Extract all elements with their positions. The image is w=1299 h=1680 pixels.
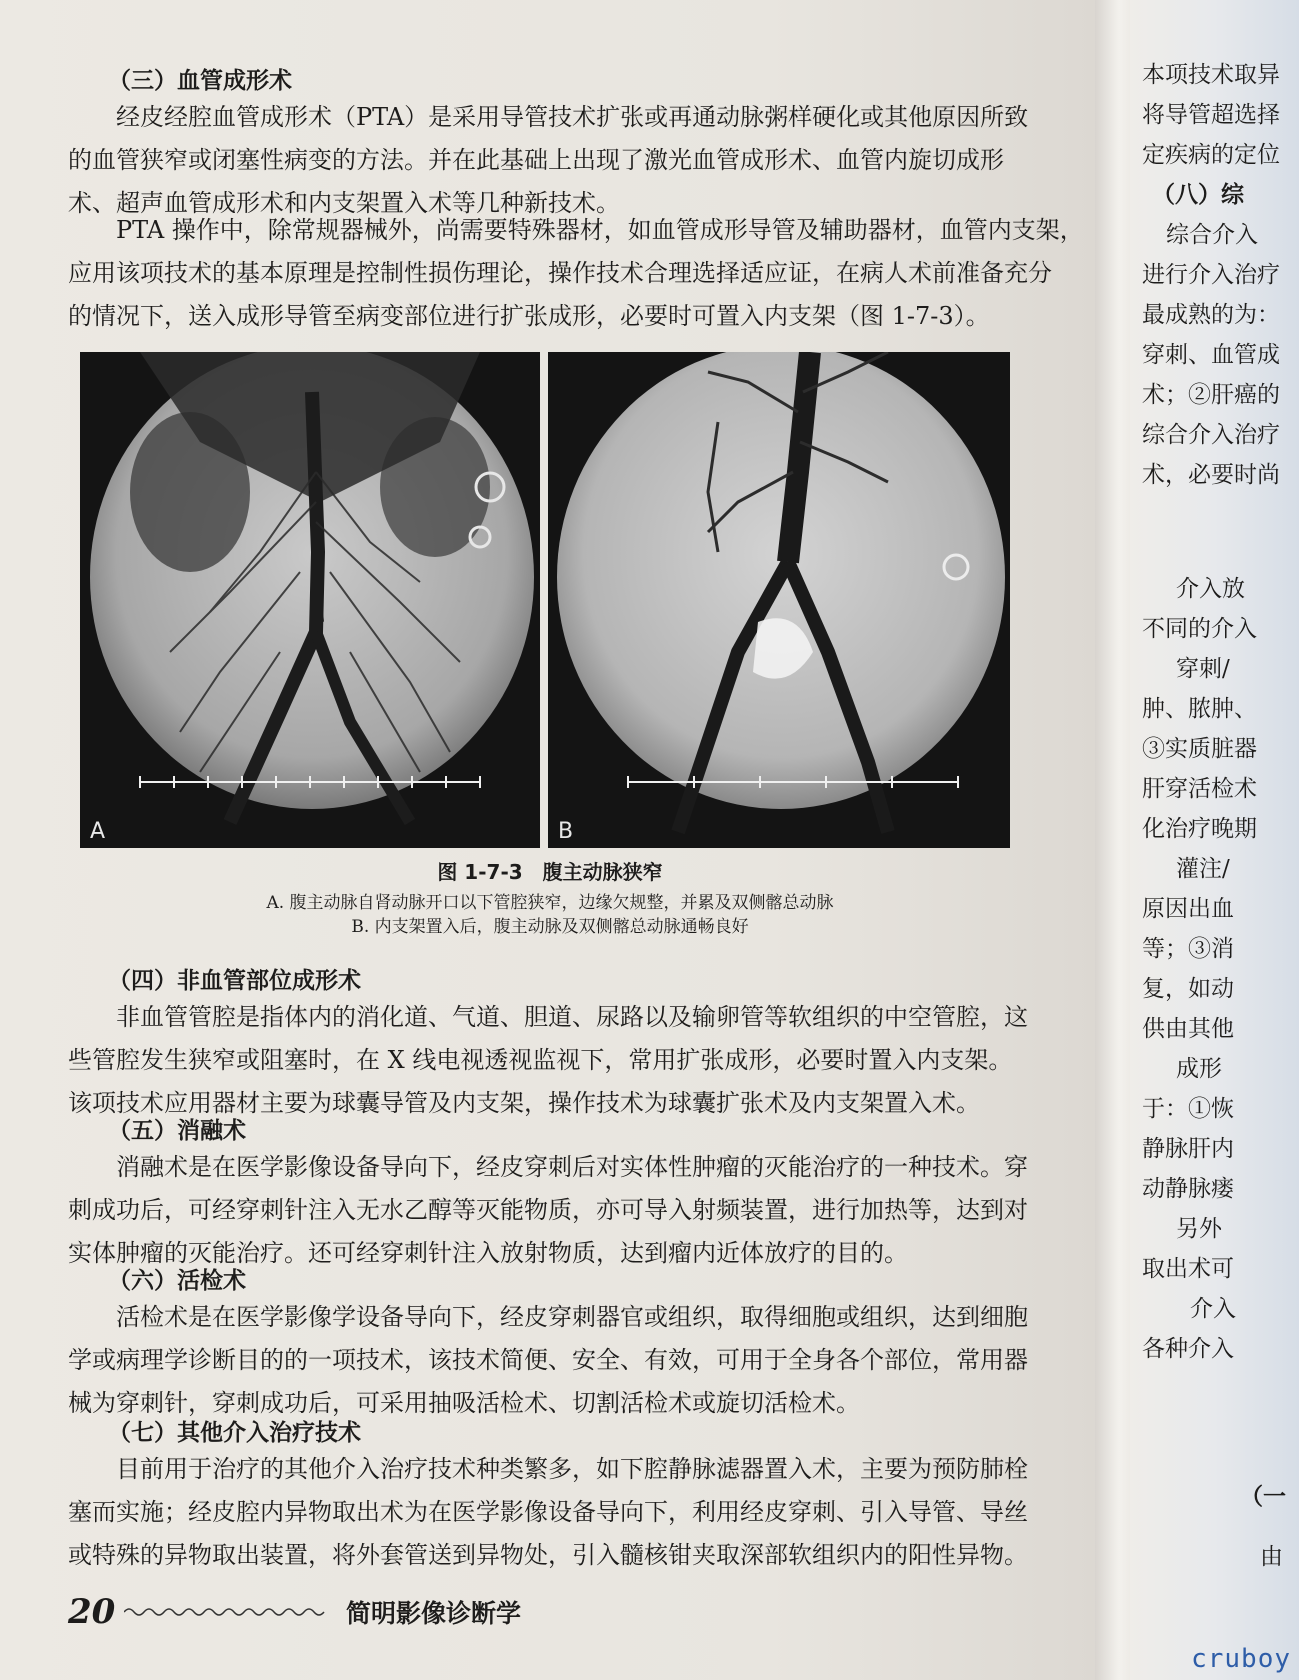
right-line: 介入放 (1176, 576, 1245, 602)
paragraph-biopsy: 活检术是在医学影像学设备导向下，经皮穿刺器官或组织，取得细胞或组织，达到细胞 学或病理学诊断目的的一项技术，该技术简便、安全、有效，可用于全身各个部位，常用器 械为穿刺针，穿刺成功后，可采用抽吸活检术、切割活检术或旋切活检术。 (68, 1303, 1028, 1417)
right-line: 综合介入 (1166, 222, 1258, 248)
right-line: 介入 (1190, 1296, 1236, 1322)
heading-other: （七）其他介入治疗技术 (108, 1420, 361, 1446)
paragraph-pta-1: 经皮经腔血管成形术（PTA）是采用导管技术扩张或再通动脉粥样硬化或其他原因所致 的血管狭窄或闭塞性病变的方法。并在此基础上出现了激光血管成形术、血管内旋切成形 术、超声血管成形术和内支架置入术等几种新技术。 (68, 103, 1029, 217)
book-title: 简明影像诊断学 (346, 1599, 522, 1628)
page-number: 20 (68, 1592, 116, 1632)
figure-caption-a: A. 腹主动脉自肾动脉开口以下管腔狭窄，边缘欠规整，并累及双侧髂总动脉 (266, 893, 834, 913)
right-line: 定疾病的定位 (1142, 142, 1280, 168)
right-line: 将导管超选择 (1142, 102, 1280, 128)
right-line: 复，如动 (1142, 976, 1234, 1002)
right-line: 不同的介入 (1142, 616, 1257, 642)
right-page (1130, 0, 1299, 1680)
right-line: 动静脉瘘 (1142, 1176, 1234, 1202)
right-line: （一 (1240, 1484, 1286, 1510)
right-line: 肿、脓肿、 (1142, 696, 1257, 722)
heading-biopsy: （六）活检术 (108, 1268, 246, 1294)
angiogram-b (548, 352, 1010, 848)
heading-pta: （三）血管成形术 (108, 68, 292, 94)
footer-wave-rule (124, 1606, 329, 1618)
heading-ablation: （五）消融术 (108, 1118, 246, 1144)
paragraph-pta-2: PTA 操作中，除常规器械外，尚需要特殊器材，如血管成形导管及辅助器材，血管内支架， 应用该项技术的基本原理是控制性损伤理论，操作技术合理选择适应证，在病人术前准备充分 的情况下，送入成形导管至病变部位进行扩张成形，必要时可置入内支架（图 1-7-3）。 (68, 216, 1084, 330)
right-line: 最成熟的为： (1142, 302, 1280, 328)
right-line: ③实质脏器 (1142, 736, 1257, 762)
right-line: 各种介入 (1142, 1336, 1234, 1362)
right-line: （八）综 (1152, 182, 1244, 208)
right-line: 供由其他 (1142, 1016, 1234, 1042)
figure-caption-b: B. 内支架置入后，腹主动脉及双侧髂总动脉通畅良好 (351, 917, 749, 937)
right-line: 综合介入治疗 (1142, 422, 1280, 448)
right-line: 原因出血 (1142, 896, 1234, 922)
right-line: 成形 (1176, 1056, 1222, 1082)
paragraph-ablation: 消融术是在医学影像设备导向下，经皮穿刺后对实体性肿瘤的灭能治疗的一种技术。穿 刺成功后，可经穿刺针注入无水乙醇等灭能物质，亦可导入射频装置，进行加热等，达到对 实体肿瘤的灭能治疗。还可经穿刺针注入放射物质，达到瘤内近体放疗的目的。 (68, 1153, 1028, 1267)
right-line: 取出术可 (1142, 1256, 1234, 1282)
figure-a-label: A (90, 819, 106, 844)
right-line: 术；②肝癌的 (1142, 382, 1280, 408)
right-line: 由 (1260, 1544, 1283, 1570)
angiogram-b-image (548, 352, 1010, 848)
figure-title: 图 1-7-3 腹主动脉狭窄 (437, 860, 663, 884)
right-line: 另外 (1176, 1216, 1222, 1242)
right-line: 术，必要时尚 (1142, 462, 1280, 488)
right-line: 静脉肝内 (1142, 1136, 1234, 1162)
right-line: 进行介入治疗 (1142, 262, 1280, 288)
right-line: 等；③消 (1142, 936, 1234, 962)
angiogram-a (80, 352, 540, 848)
watermark: cruboy (1191, 1644, 1291, 1674)
right-line: 本项技术取异 (1142, 62, 1280, 88)
heading-non-vascular: （四）非血管部位成形术 (108, 968, 361, 994)
paragraph-other: 目前用于治疗的其他介入治疗技术种类繁多，如下腔静脉滤器置入术，主要为预防肺栓 塞而实施；经皮腔内异物取出术为在医学影像设备导向下，利用经皮穿刺、引入导管、导丝 或特殊的异物取出装置，将外套管送到异物处，引入髓核钳夹取深部软组织内的阳性异物。 (68, 1455, 1028, 1569)
right-line: 穿刺、血管成 (1142, 342, 1280, 368)
right-line: 于：①恢 (1142, 1096, 1234, 1122)
figure-b-label: B (558, 819, 574, 844)
paragraph-non-vascular: 非血管管腔是指体内的消化道、气道、胆道、尿路以及输卵管等软组织的中空管腔，这 些管腔发生狭窄或阻塞时，在 X 线电视透视监视下，常用扩张成形，必要时置入内支架。 该项技术应用器材主要为球囊导管及内支架，操作技术为球囊扩张术及内支架置入术。 (68, 1003, 1028, 1117)
angiogram-a-image (80, 352, 540, 848)
right-line: 灌注/ (1176, 856, 1230, 882)
right-line: 化治疗晚期 (1142, 816, 1257, 842)
right-line: 穿刺/ (1176, 656, 1230, 682)
right-line: 肝穿活检术 (1142, 776, 1257, 802)
